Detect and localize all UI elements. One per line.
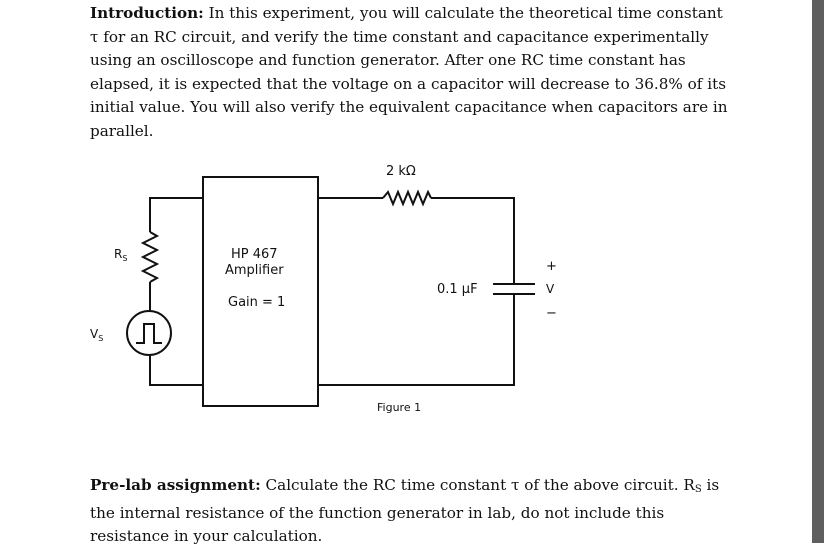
wire-top-left [150,198,203,232]
rs-resistor [143,232,157,282]
pulse-icon [136,324,162,343]
capacitor-label: 0.1 μF [437,282,478,297]
intro-text: In this experiment, you will calculate the theoretical time constant τ for an RC circuit, and verify the time constant and capacitance experimentally using an oscilloscope and function generator. After one RC time constant has elapsed, it is expected that the voltage on a capacitor will decrease to 36.8% of its initial value. You will also verify the equivalent capacitance when capacitors are in parallel. [90,4,728,140]
window-edge-bar [812,0,824,543]
rs-label: $R_S$ [114,247,128,263]
wire-to-capacitor [431,198,514,283]
voltage-minus: − [546,306,557,321]
load-resistor [383,192,431,204]
prelab-text-1: Calculate the RC time constant τ of the above circuit. R [260,476,695,494]
wire-bottom-right [318,295,514,385]
voltage-label: V [546,282,555,296]
prelab-rs-sub: S [694,484,702,495]
gain-label: Gain = 1 [228,295,286,310]
amplifier-name: HP 467 [231,247,278,262]
prelab-label: Pre-lab assignment: [90,476,261,494]
amplifier-box [203,177,318,406]
figure-caption: Figure 1 [377,401,422,414]
voltage-source [127,311,171,355]
resistor-label: 2 kΩ [386,164,416,179]
voltage-plus: + [546,259,557,274]
vs-label: $V_S$ [90,327,104,343]
prelab-text-2: is the internal resistance of the function generator in lab, do not include this resistance in your calculation. [90,476,720,545]
prelab-paragraph [90,474,730,549]
amplifier-type: Amplifier [225,263,284,278]
intro-label: Introduction: [90,4,204,22]
wire-bottom-left [150,355,203,385]
